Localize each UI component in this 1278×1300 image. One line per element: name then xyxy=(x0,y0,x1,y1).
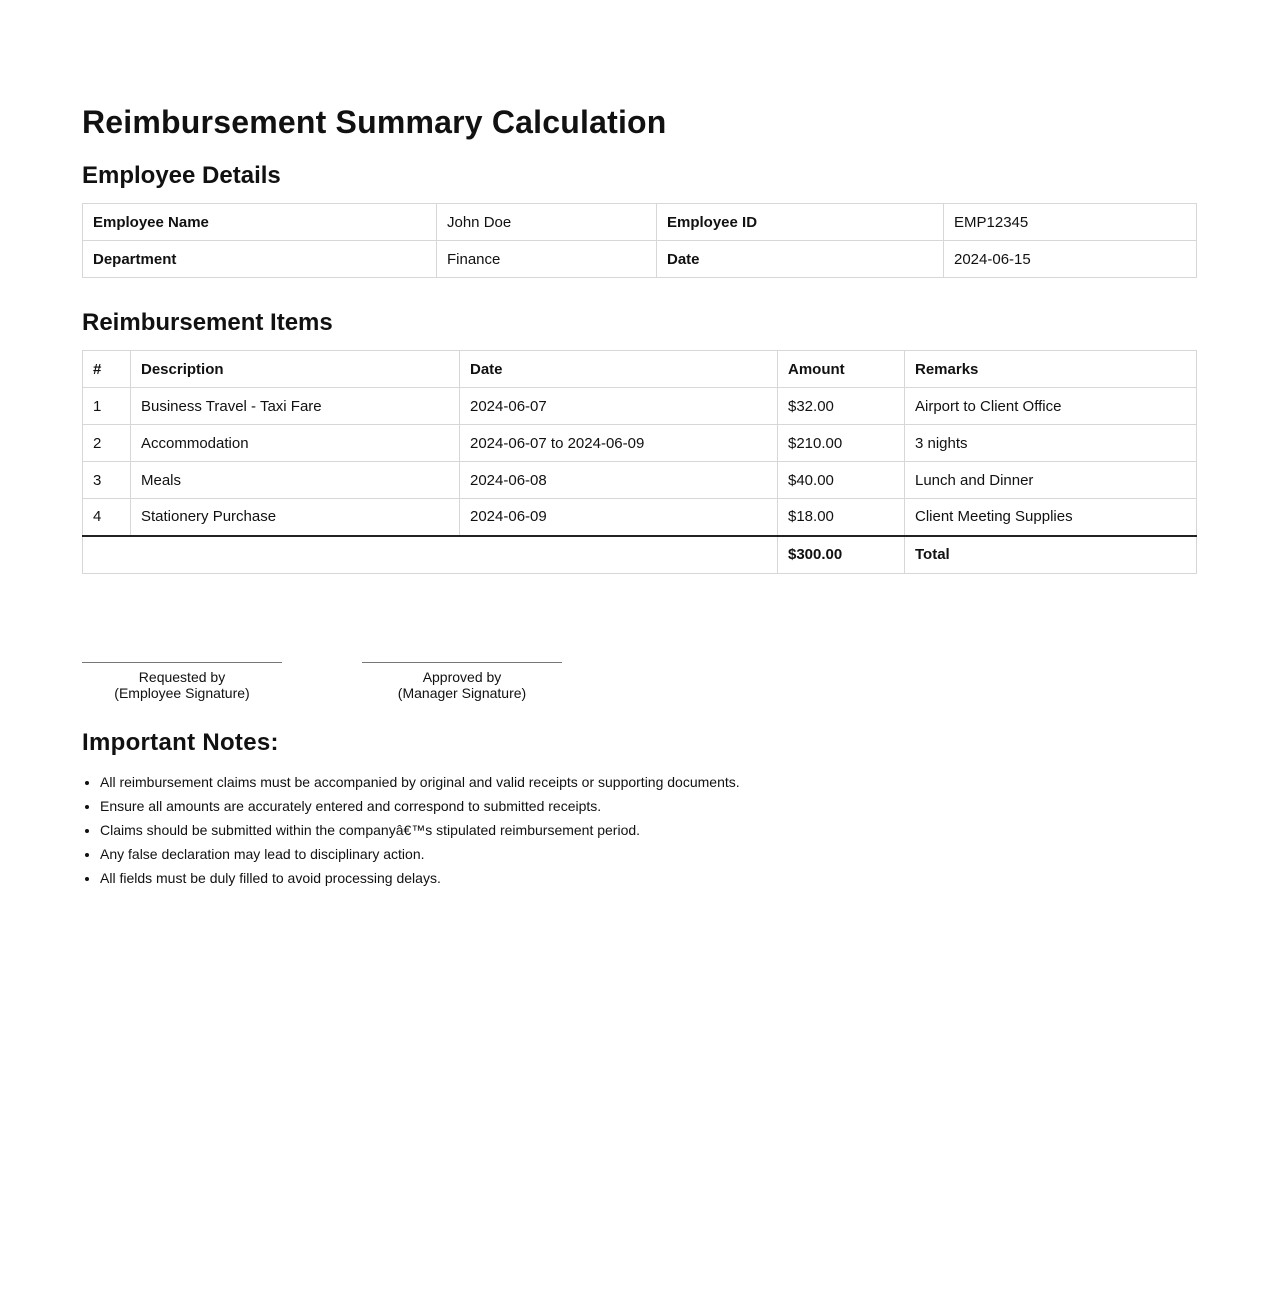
total-row xyxy=(83,536,1197,574)
row-amount: $210.00 xyxy=(778,425,905,462)
note-item: • Ensure all amounts are accurately entered and correspond to submitted receipts. xyxy=(100,794,1196,818)
reimbursement-items-heading: Reimbursement Items xyxy=(82,309,333,336)
employee-signature-caption: (Employee Signature) xyxy=(114,685,250,701)
manager-signature-line xyxy=(362,662,562,712)
note-item: • All reimbursement claims must be accompanied by original and valid receipts or supporting documents. xyxy=(100,770,1196,794)
reimbursement-items-table xyxy=(82,350,1197,574)
column-header-date: Date xyxy=(460,351,778,388)
employee-id-label: Employee ID xyxy=(657,204,944,241)
requested-by-label: Requested by xyxy=(138,669,226,685)
row-remarks: Client Meeting Supplies xyxy=(905,499,1197,536)
total-row-spacer xyxy=(83,536,778,574)
row-number: 3 xyxy=(83,462,131,499)
note-item: • All fields must be duly filled to avoid processing delays. xyxy=(100,866,1196,890)
row-number: 4 xyxy=(83,499,131,536)
column-header-amount: Amount xyxy=(778,351,905,388)
row-number: 2 xyxy=(83,425,131,462)
row-date: 2024-06-07 to 2024-06-09 xyxy=(460,425,778,462)
employee-details-table xyxy=(82,203,1197,278)
table-row xyxy=(83,462,1197,499)
employee-id-value: EMP12345 xyxy=(944,204,1197,241)
signature-block xyxy=(82,662,1196,712)
row-description: Business Travel - Taxi Fare xyxy=(131,388,460,425)
row-date: 2024-06-08 xyxy=(460,462,778,499)
row-number: 1 xyxy=(83,388,131,425)
table-row xyxy=(83,499,1197,536)
row-remarks: Lunch and Dinner xyxy=(905,462,1197,499)
row-amount: $18.00 xyxy=(778,499,905,536)
row-description: Stationery Purchase xyxy=(131,499,460,536)
employee-signature-line xyxy=(82,662,282,712)
column-header-description: Description xyxy=(131,351,460,388)
employee-name-label: Employee Name xyxy=(83,204,437,241)
department-label: Department xyxy=(83,241,437,278)
details-row xyxy=(83,241,1197,278)
table-row xyxy=(83,425,1197,462)
page-title: Reimbursement Summary Calculation xyxy=(82,104,667,140)
document-page xyxy=(82,0,1196,890)
total-label: Total xyxy=(905,536,1197,574)
note-item: • Claims should be submitted within the companyâ€™s stipulated reimbursement period. xyxy=(100,818,1196,842)
date-value: 2024-06-15 xyxy=(944,241,1197,278)
total-amount: $300.00 xyxy=(778,536,905,574)
table-header-row xyxy=(83,351,1197,388)
row-date: 2024-06-07 xyxy=(460,388,778,425)
note-item: • Any false declaration may lead to disciplinary action. xyxy=(100,842,1196,866)
row-description: Accommodation xyxy=(131,425,460,462)
manager-signature-caption: (Manager Signature) xyxy=(397,685,527,701)
table-row xyxy=(83,388,1197,425)
row-description: Meals xyxy=(131,462,460,499)
column-header-remarks: Remarks xyxy=(905,351,1197,388)
important-notes-heading: Important Notes: xyxy=(82,729,279,756)
row-amount: $32.00 xyxy=(778,388,905,425)
approved-by-label: Approved by xyxy=(422,669,502,685)
row-remarks: 3 nights xyxy=(905,425,1197,462)
notes-list xyxy=(82,770,1196,890)
row-date: 2024-06-09 xyxy=(460,499,778,536)
department-value: Finance xyxy=(437,241,657,278)
date-label: Date xyxy=(657,241,944,278)
row-remarks: Airport to Client Office xyxy=(905,388,1197,425)
details-row xyxy=(83,204,1197,241)
employee-name-value: John Doe xyxy=(437,204,657,241)
employee-details-heading: Employee Details xyxy=(82,162,281,189)
column-header-number: # xyxy=(83,351,131,388)
row-amount: $40.00 xyxy=(778,462,905,499)
